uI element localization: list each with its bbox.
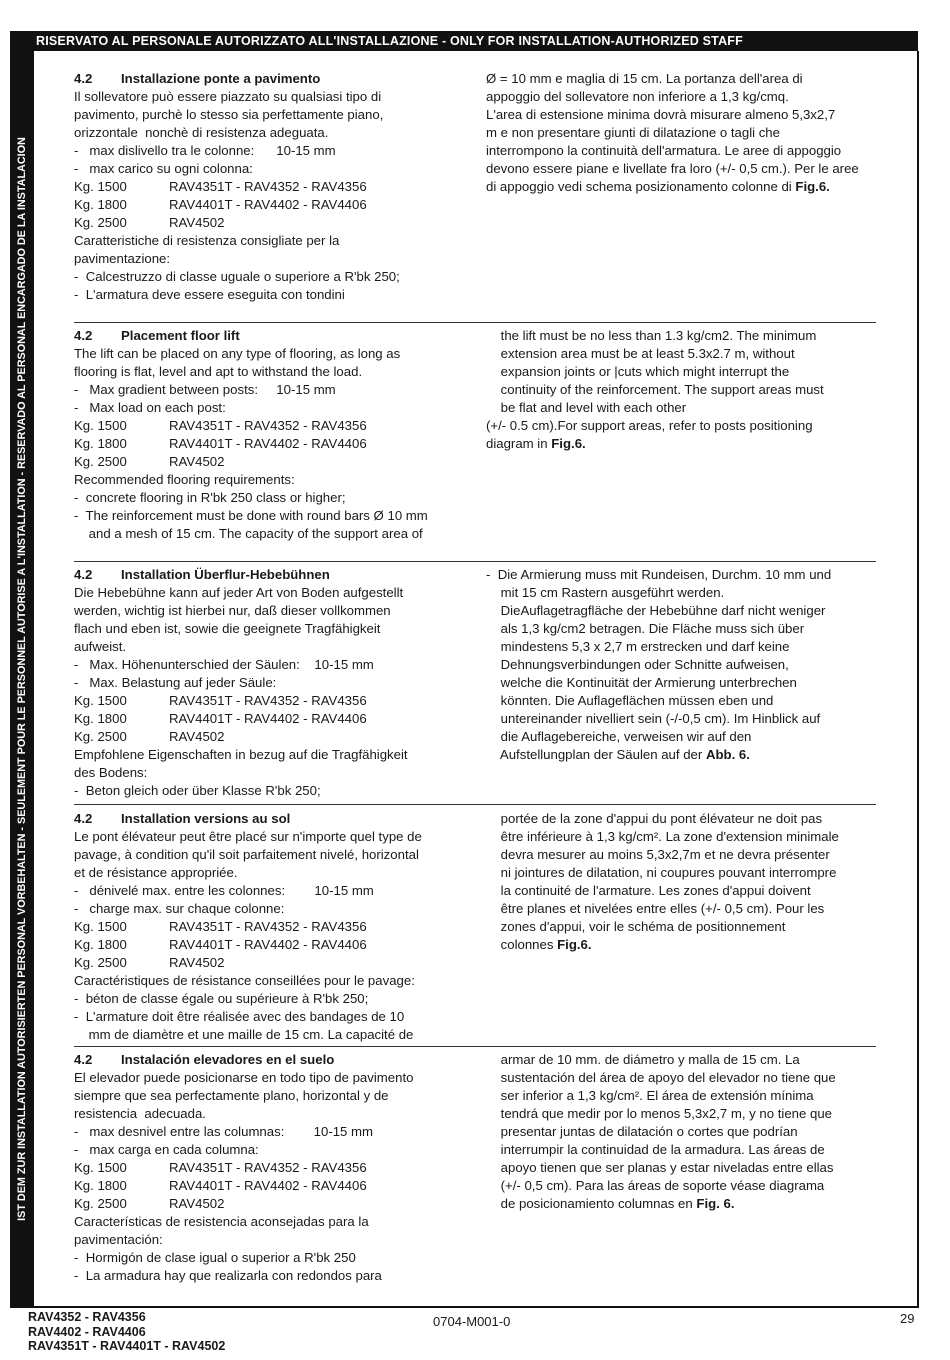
section-number: 4.2 xyxy=(74,567,93,582)
text-line: - max carico su ogni colonna: xyxy=(74,161,253,176)
section-left-column xyxy=(74,70,463,304)
text-line: - max carga en cada columna: xyxy=(74,1142,259,1157)
text-line: - concrete flooring in R'bk 250 class or higher; xyxy=(74,490,346,505)
text-line xyxy=(486,178,876,196)
text-line xyxy=(486,327,876,345)
text-line: Empfohlene Eigenschaften in bezug auf die Tragfähigkeit xyxy=(74,747,408,762)
text-line-content: L'area di estensione minima dovrà misurare almeno 5,3x2,7 xyxy=(486,107,836,122)
capacity-weight: Kg. 1800 xyxy=(74,436,127,451)
text-line-content: mit 15 cm Rastern ausgeführt werden. xyxy=(486,585,725,600)
page-number: 29 xyxy=(900,1311,915,1326)
capacity-row xyxy=(74,453,463,471)
text-line: El elevador puede posicionarse en todo tipo de pavimento xyxy=(74,1070,414,1085)
text-line xyxy=(486,363,876,381)
text-line xyxy=(486,746,876,764)
text-line-content: tendrá que medir por lo menos 5,3x2,7 m, y no tiene que xyxy=(486,1106,833,1121)
text-line: Caractéristiques de résistance conseillées pour le pavage: xyxy=(74,973,415,988)
text-line xyxy=(486,1195,876,1213)
capacity-models: RAV4502 xyxy=(169,955,225,970)
capacity-models: RAV4401T - RAV4402 - RAV4406 xyxy=(169,197,367,212)
text-line-content: könnten. Die Auflageflächen müssen eben und xyxy=(486,693,774,708)
text-line-content: m e non presentare giunti di dilatazione o tagli che xyxy=(486,125,780,140)
section-heading xyxy=(74,566,463,584)
side-banner-text: IST DEM ZUR INSTALLATION AUTORISIERTEN PERSONAL VORBEHALTEN - SEULEMENT POUR LE PERSONNEL AUTORISE A L'INSTALLATION - RESERVADO AL PERSONAL ENCARGADO DE LA INSTALACION xyxy=(16,137,28,1221)
capacity-weight: Kg. 1800 xyxy=(74,1178,127,1193)
capacity-row xyxy=(74,1177,463,1195)
section-title: Installation Überflur-Hebebühnen xyxy=(121,567,330,582)
section-title: Installazione ponte a pavimento xyxy=(121,71,321,86)
side-banner xyxy=(10,51,34,1307)
section-divider xyxy=(74,561,876,562)
text-line: pavimentazione: xyxy=(74,251,171,266)
text-line xyxy=(486,728,876,746)
capacity-weight: Kg. 1800 xyxy=(74,937,127,952)
text-line-content: interrompono la continuità dell'armatura. Le aree di appoggio xyxy=(486,143,842,158)
capacity-weight: Kg. 1800 xyxy=(74,197,127,212)
section-left-column xyxy=(74,1051,463,1285)
text-line: and a mesh of 15 cm. The capacity of the support area of xyxy=(74,526,423,541)
section-right-column xyxy=(486,70,876,196)
text-line: - L'armature doit être réalisée avec des bandages de 10 xyxy=(74,1009,405,1024)
text-line-content: la continuité de l'armature. Les zones d'appui doivent xyxy=(486,883,811,898)
text-line: flooring is flat, level and apt to withstand the load. xyxy=(74,364,363,379)
text-line-content: (+/- 0.5 cm).For support areas, refer to posts positioning xyxy=(486,418,813,433)
text-line-content: Aufstellungplan der Säulen auf der xyxy=(486,747,706,762)
section-divider xyxy=(74,804,876,805)
section-heading xyxy=(74,70,463,88)
text-line: - charge max. sur chaque colonne: xyxy=(74,901,285,916)
text-line-content: devra mesurer au moins 5,3x2,7m et ne devra présenter xyxy=(486,847,830,862)
text-line: - La armadura hay que realizarla con redondos para xyxy=(74,1268,382,1283)
text-line: - dénivelé max. entre les colonnes: 10-15 mm xyxy=(74,883,374,898)
capacity-row xyxy=(74,214,463,232)
text-line: resistencia adecuada. xyxy=(74,1106,206,1121)
text-line-content: ni jointures de dilatation, ni coupures pouvant interrompre xyxy=(486,865,837,880)
text-line-content: als 1,3 kg/cm2 betragen. Die Fläche muss sich über xyxy=(486,621,805,636)
capacity-row xyxy=(74,417,463,435)
text-line: - max desnivel entre las columnas: 10-15 mm xyxy=(74,1124,374,1139)
text-line-content: armar de 10 mm. de diámetro y malla de 15 cm. La xyxy=(486,1052,800,1067)
section-heading xyxy=(74,327,463,345)
section-number: 4.2 xyxy=(74,811,93,826)
capacity-models: RAV4351T - RAV4352 - RAV4356 xyxy=(169,693,367,708)
text-line: pavimentación: xyxy=(74,1232,163,1247)
text-line-content: be flat and level with each other xyxy=(486,400,687,415)
capacity-row xyxy=(74,196,463,214)
text-line xyxy=(486,1141,876,1159)
frame-right-border xyxy=(917,51,919,1307)
capacity-row xyxy=(74,936,463,954)
text-line xyxy=(486,602,876,620)
text-line-content: devono essere piane e livellate fra loro (+/- 0,5 cm.). Per le aree xyxy=(486,161,859,176)
section-divider xyxy=(74,1046,876,1047)
text-line-content: di appoggio vedi schema posizionamento colonne di xyxy=(486,179,796,194)
capacity-models: RAV4502 xyxy=(169,215,225,230)
text-line-content: être planes et nivelées entre elles (+/- 0,5 cm). Pour les xyxy=(486,901,825,916)
figure-reference: Abb. 6. xyxy=(705,747,750,762)
section-right-column xyxy=(486,327,876,453)
text-line: - béton de classe égale ou supérieure à R'bk 250; xyxy=(74,991,369,1006)
section-heading xyxy=(74,810,463,828)
capacity-models: RAV4351T - RAV4352 - RAV4356 xyxy=(169,1160,367,1175)
text-line-content: être inférieure à 1,3 kg/cm². La zone d'extension minimale xyxy=(486,829,839,844)
text-line-content: de posicionamiento columnas en xyxy=(486,1196,697,1211)
text-line-content: (+/- 0,5 cm). Para las áreas de soporte véase diagrama xyxy=(486,1178,825,1193)
capacity-weight: Kg. 1500 xyxy=(74,179,127,194)
text-line xyxy=(486,142,876,160)
capacity-row xyxy=(74,1195,463,1213)
text-line xyxy=(486,1105,876,1123)
section-left-column xyxy=(74,810,463,1044)
text-line: siempre que sea perfectamente plano, horizontal y de xyxy=(74,1088,389,1103)
text-line-content: interrumpir la continuidad de la armadura. Las áreas de xyxy=(486,1142,825,1157)
footer-models xyxy=(28,1310,225,1354)
text-line xyxy=(486,846,876,864)
text-line: Die Hebebühne kann auf jeder Art von Boden aufgestellt xyxy=(74,585,404,600)
footer-model-line: RAV4402 - RAV4406 xyxy=(28,1324,146,1339)
footer-model-line: RAV4352 - RAV4356 xyxy=(28,1310,146,1324)
text-line xyxy=(486,620,876,638)
text-line-content: appoggio del sollevatore non inferiore a 1,3 kg/cmq. xyxy=(486,89,789,104)
text-line xyxy=(486,692,876,710)
figure-reference: Fig.6. xyxy=(557,937,592,952)
text-line: - Beton gleich oder über Klasse R'bk 250; xyxy=(74,783,321,798)
text-line xyxy=(486,1087,876,1105)
section-left-column xyxy=(74,327,463,543)
text-line: - Max. Belastung auf jeder Säule: xyxy=(74,675,277,690)
capacity-models: RAV4351T - RAV4352 - RAV4356 xyxy=(169,179,367,194)
text-line xyxy=(486,381,876,399)
capacity-weight: Kg. 1500 xyxy=(74,919,127,934)
capacity-models: RAV4351T - RAV4352 - RAV4356 xyxy=(169,919,367,934)
figure-reference: Fig.6. xyxy=(551,436,586,451)
section-number: 4.2 xyxy=(74,1052,93,1067)
capacity-weight: Kg. 2500 xyxy=(74,1196,127,1211)
text-line-content: Ø = 10 mm e maglia di 15 cm. La portanza dell'area di xyxy=(486,71,803,86)
text-line: aufweist. xyxy=(74,639,127,654)
text-line: The lift can be placed on any type of flooring, as long as xyxy=(74,346,401,361)
section-right-column xyxy=(486,810,876,954)
text-line xyxy=(486,124,876,142)
text-line xyxy=(486,882,876,900)
section-title: Placement floor lift xyxy=(121,328,240,343)
text-line-content: continuity of the reinforcement. The support areas must xyxy=(486,382,824,397)
section-right-column xyxy=(486,566,876,764)
capacity-models: RAV4401T - RAV4402 - RAV4406 xyxy=(169,1178,367,1193)
text-line: pavage, à condition qu'il soit parfaitement nivelé, horizontal xyxy=(74,847,419,862)
capacity-weight: Kg. 2500 xyxy=(74,955,127,970)
text-line-content: die Auflagebereiche, verweisen wir auf den xyxy=(486,729,752,744)
figure-reference: Fig.6. xyxy=(795,179,830,194)
text-line xyxy=(486,584,876,602)
capacity-weight: Kg. 1500 xyxy=(74,1160,127,1175)
text-line: Caratteristiche di resistenza consigliate per la xyxy=(74,233,340,248)
capacity-row xyxy=(74,692,463,710)
section-number: 4.2 xyxy=(74,328,93,343)
text-line: Recommended flooring requirements: xyxy=(74,472,295,487)
text-line: pavimento, purchè lo stesso sia perfettamente piano, xyxy=(74,107,384,122)
capacity-models: RAV4502 xyxy=(169,1196,225,1211)
capacity-models: RAV4351T - RAV4352 - RAV4356 xyxy=(169,418,367,433)
capacity-models: RAV4401T - RAV4402 - RAV4406 xyxy=(169,436,367,451)
text-line xyxy=(486,70,876,88)
text-line: - max dislivello tra le colonne: 10-15 mm xyxy=(74,143,336,158)
doc-code: 0704-M001-0 xyxy=(433,1314,511,1329)
capacity-models: RAV4401T - RAV4402 - RAV4406 xyxy=(169,937,367,952)
text-line-content: presentar juntas de dilatación o cortes que podrían xyxy=(486,1124,798,1139)
text-line xyxy=(486,900,876,918)
capacity-models: RAV4502 xyxy=(169,454,225,469)
capacity-models: RAV4401T - RAV4402 - RAV4406 xyxy=(169,711,367,726)
text-line: - Max. Höhenunterschied der Säulen: 10-15 mm xyxy=(74,657,374,672)
text-line xyxy=(486,810,876,828)
text-line xyxy=(486,1069,876,1087)
section-title: Instalación elevadores en el suelo xyxy=(121,1052,335,1067)
text-line-content: ser inferior a 1,3 kg/cm². El área de extensión mínima xyxy=(486,1088,814,1103)
text-line-content: Dehnungsverbindungen oder Schnitte aufweisen, xyxy=(486,657,789,672)
text-line: Il sollevatore può essere piazzato su qualsiasi tipo di xyxy=(74,89,382,104)
text-line-content: diagram in xyxy=(486,436,552,451)
text-line-content: zones d'appui, voir le schéma de positionnement xyxy=(486,919,786,934)
section-heading xyxy=(74,1051,463,1069)
text-line: Le pont élévateur peut être placé sur n'importe quel type de xyxy=(74,829,422,844)
capacity-row xyxy=(74,1159,463,1177)
text-line xyxy=(486,345,876,363)
text-line: orizzontale nonchè di resistenza adeguata. xyxy=(74,125,329,140)
text-line-content: DieAuflagetragfläche der Hebebühne darf nicht weniger xyxy=(486,603,826,618)
text-line xyxy=(486,88,876,106)
capacity-row xyxy=(74,435,463,453)
text-line xyxy=(486,656,876,674)
text-line: mm de diamètre et une maille de 15 cm. La capacité de xyxy=(74,1027,414,1042)
text-line xyxy=(486,936,876,954)
capacity-weight: Kg. 1800 xyxy=(74,711,127,726)
text-line xyxy=(486,160,876,178)
text-line xyxy=(486,399,876,417)
text-line xyxy=(486,918,876,936)
text-line xyxy=(486,417,876,435)
text-line xyxy=(486,1123,876,1141)
capacity-models: RAV4502 xyxy=(169,729,225,744)
capacity-weight: Kg. 2500 xyxy=(74,729,127,744)
figure-reference: Fig. 6. xyxy=(696,1196,735,1211)
text-line-content: portée de la zone d'appui du pont élévateur ne doit pas xyxy=(486,811,823,826)
text-line-content: expansion joints or |cuts which might interrupt the xyxy=(486,364,790,379)
text-line xyxy=(486,710,876,728)
capacity-row xyxy=(74,178,463,196)
text-line xyxy=(486,566,876,584)
text-line xyxy=(486,1051,876,1069)
text-line: - Hormigón de clase igual o superior a R'bk 250 xyxy=(74,1250,356,1265)
text-line-content: extension area must be at least 5.3x2.7 m, without xyxy=(486,346,795,361)
text-line-content: colonnes xyxy=(486,937,558,952)
text-line xyxy=(486,638,876,656)
text-line-content: apoyo tienen que ser planas y estar niveladas entre ellas xyxy=(486,1160,834,1175)
capacity-weight: Kg. 1500 xyxy=(74,418,127,433)
text-line: - Max gradient between posts: 10-15 mm xyxy=(74,382,336,397)
capacity-weight: Kg. 2500 xyxy=(74,215,127,230)
section-title: Installation versions au sol xyxy=(121,811,291,826)
capacity-row xyxy=(74,918,463,936)
text-line: - Max load on each post: xyxy=(74,400,226,415)
text-line: - The reinforcement must be done with round bars Ø 10 mm xyxy=(74,508,428,523)
capacity-row xyxy=(74,728,463,746)
text-line xyxy=(486,1177,876,1195)
text-line: - L'armatura deve essere eseguita con tondini xyxy=(74,287,345,302)
text-line-content: mindestens 5,3 x 2,7 m erstrecken und darf keine xyxy=(486,639,790,654)
capacity-row xyxy=(74,710,463,728)
text-line xyxy=(486,864,876,882)
footer-model-line: RAV4351T - RAV4401T - RAV4502 xyxy=(28,1339,226,1353)
text-line-content: welche die Kontinuität der Armierung unterbrechen xyxy=(486,675,797,690)
section-divider xyxy=(74,322,876,323)
text-line xyxy=(486,106,876,124)
text-line: flach und eben ist, sowie die geeignete Tragfähigkeit xyxy=(74,621,381,636)
capacity-weight: Kg. 2500 xyxy=(74,454,127,469)
text-line: et de résistance appropriée. xyxy=(74,865,238,880)
text-line: - Calcestruzzo di classe uguale o superiore a R'bk 250; xyxy=(74,269,400,284)
text-line xyxy=(486,674,876,692)
text-line: werden, wichtig ist hierbei nur, daß dieser vollkommen xyxy=(74,603,391,618)
frame-bottom-border xyxy=(10,1306,919,1308)
text-line-content: the lift must be no less than 1.3 kg/cm2. The minimum xyxy=(486,328,817,343)
capacity-row xyxy=(74,954,463,972)
text-line-content: sustentación del área de apoyo del elevador no tiene que xyxy=(486,1070,836,1085)
capacity-weight: Kg. 1500 xyxy=(74,693,127,708)
text-line xyxy=(486,1159,876,1177)
text-line-content: - Die Armierung muss mit Rundeisen, Durchm. 10 mm und xyxy=(486,567,832,582)
text-line xyxy=(486,828,876,846)
text-line-content: untereinander nivelliert sein (-/-0,5 cm). Im Hinblick auf xyxy=(486,711,821,726)
section-right-column xyxy=(486,1051,876,1213)
section-number: 4.2 xyxy=(74,71,93,86)
text-line: des Bodens: xyxy=(74,765,148,780)
top-banner: RISERVATO AL PERSONALE AUTORIZZATO ALL'INSTALLAZIONE - ONLY FOR INSTALLATION-AUTHORIZED STAFF xyxy=(10,31,918,51)
text-line xyxy=(486,435,876,453)
section-left-column xyxy=(74,566,463,800)
text-line: Características de resistencia aconsejadas para la xyxy=(74,1214,369,1229)
